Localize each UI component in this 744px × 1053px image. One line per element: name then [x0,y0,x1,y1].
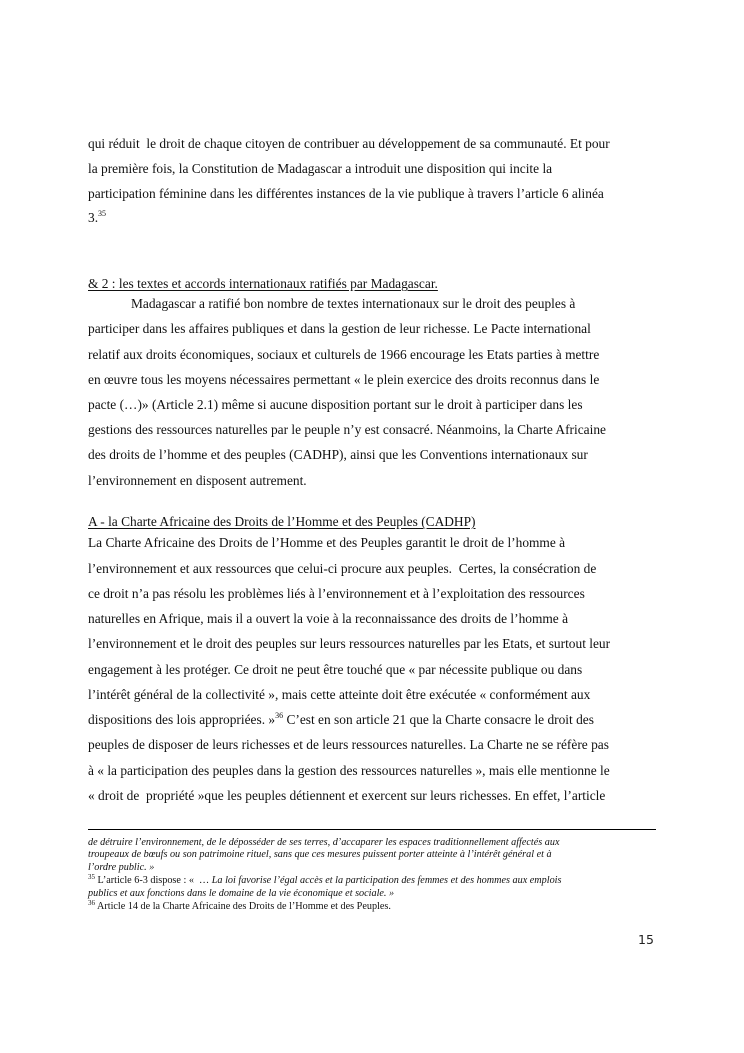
section-a-heading: A - la Charte Africaine des Droits de l’Homme et des Peuples (CADHP) [88,514,476,529]
footnote-35-lead: L’article 6-3 dispose : « … [95,875,212,886]
footnote-continuation-line: de détruire l’environnement, de le déposséder de ses terres, d’accaparer les espaces traditionnellement affectés aux [88,837,560,848]
footnote-continuation-line: l’ordre public. » [88,862,155,873]
intro-line-last [88,210,106,226]
section-2-line: Madagascar a ratifié bon nombre de textes internationaux sur le droit des peuples à [131,296,576,311]
section-a-text: dispositions des lois appropriées. » [88,712,276,727]
footnote-35-number: 35 [88,873,95,881]
section-2-heading: & 2 : les textes et accords internationaux ratifiés par Madagascar. [88,276,438,291]
section-2-line: des droits de l’homme et des peuples (CADHP), ainsi que les Conventions internationaux sur [88,447,588,462]
section-a-line: l’intérêt général de la collectivité », mais cette atteinte doit être exécutée « conformément aux [88,687,591,702]
section-a-line [88,712,594,728]
footnote-36-number: 36 [88,899,95,907]
footnote-35-quote: La loi favorise l’égal accès et la participation des femmes et des hommes aux emplois [211,875,562,886]
section-a-line: naturelles en Afrique, mais il a ouvert la voie à la reconnaissance des droits de l’homme à [88,611,569,626]
section-2-line: gestions des ressources naturelles par le peuple n’y est consacré. Néanmoins, la Charte Africaine [88,422,606,437]
section-a-line: La Charte Africaine des Droits de l’Homme et des Peuples garantit le droit de l’homme à [88,535,566,550]
footnote-36 [88,901,391,914]
intro-line: qui réduit le droit de chaque citoyen de contribuer au développement de sa communauté. Et pour [88,136,610,151]
section-a-line: engagement à les protéger. Ce droit ne peut être touché que « par nécessite publique ou dans [88,662,583,677]
footnote-ref-35[interactable]: 35 [98,209,107,218]
footnote-separator [88,829,656,830]
section-2-line: en œuvre tous les moyens nécessaires permettant « le plein exercice des droits reconnus dans le [88,372,600,387]
section-a-line: l’environnement et aux ressources que celui-ci procure aux peuples. Certes, la consécration de [88,561,597,576]
intro-line: participation féminine dans les différentes instances de la vie publique à travers l’article 6 alinéa [88,186,604,201]
section-a-line: à « la participation des peuples dans la gestion des ressources naturelles », mais elle mentionne le [88,763,610,778]
footnote-ref-36[interactable]: 36 [275,711,284,720]
section-2-line: l’environnement en disposent autrement. [88,473,307,488]
section-2-line: pacte (…)» (Article 2.1) même si aucune disposition portant sur le droit à participer dans les [88,397,583,412]
page-number: 15 [638,932,654,947]
section-2-line: relatif aux droits économiques, sociaux et culturels de 1966 encourage les Etats parties à mettre [88,347,600,362]
footnote-35 [88,875,561,888]
section-a-line: « droit de propriété »que les peuples détiennent et exercent sur leurs richesses. En effet, l’article [88,788,606,803]
section-2-line: participer dans les affaires publiques et dans la gestion de leur richesse. Le Pacte international [88,321,591,336]
footnote-continuation-line: troupeaux de bœufs ou son patrimoine rituel, sans que ces mesures puissent porter atteinte à l’intérêt général et à [88,849,552,860]
section-a-line: ce droit n’a pas résolu les problèmes liés à l’environnement et à l’exploitation des ressources [88,586,585,601]
section-a-text: C’est en son article 21 que la Charte consacre le droit des [283,712,594,727]
section-a-line: peuples de disposer de leurs richesses et de leurs ressources naturelles. La Charte ne se réfère pas [88,737,609,752]
intro-line: la première fois, la Constitution de Madagascar a introduit une disposition qui incite la [88,161,553,176]
footnote-35-quote-cont: publics et aux fonctions dans le domaine de la vie économique et sociale. » [88,888,395,899]
intro-text: 3. [88,210,99,225]
section-a-line: l’environnement et le droit des peuples sur leurs ressources naturelles par les Etats, et surtout leur [88,636,611,651]
footnote-36-text: Article 14 de la Charte Africaine des Droits de l’Homme et des Peuples. [95,901,391,912]
